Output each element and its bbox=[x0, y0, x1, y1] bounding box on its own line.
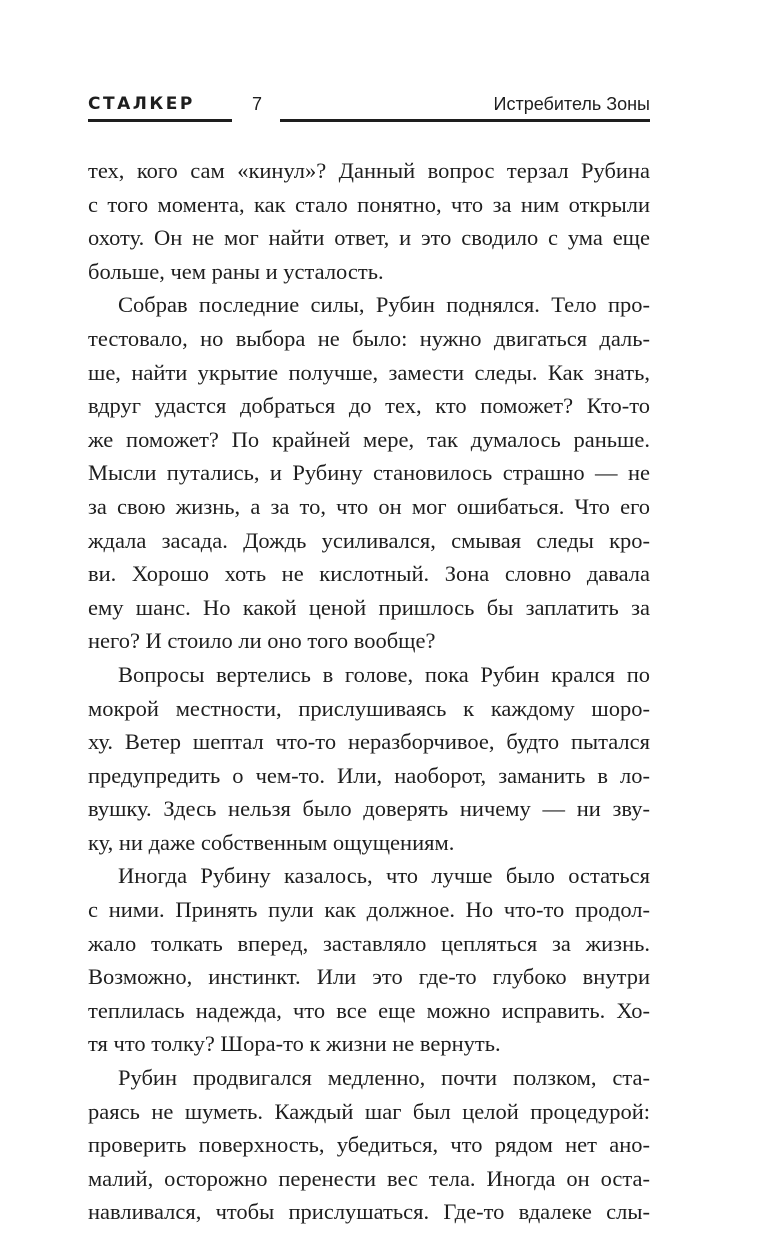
text-line: же поможет? По крайней мере, так думалось раньше. bbox=[88, 426, 650, 452]
text-line: раясь не шуметь. Каждый шаг был целой процедурой: bbox=[88, 1098, 650, 1124]
text-line: него? И стоило ли оно того вообще? bbox=[88, 628, 436, 654]
text-line: ку, ни даже собственным ощущениям. bbox=[88, 829, 455, 855]
text-line: теплилась надежда, что все еще можно исправить. Хо- bbox=[88, 997, 650, 1023]
text-line: Собрав последние силы, Рубин поднялся. Тело про- bbox=[118, 292, 650, 318]
text-line: Мысли путались, и Рубину становилось страшно — не bbox=[88, 460, 650, 486]
text-line: ждала засада. Дождь усиливался, смывая следы кро- bbox=[88, 527, 650, 553]
text-line: тех, кого сам «кинул»? Данный вопрос терзал Рубина bbox=[88, 158, 650, 183]
header-rule-left bbox=[88, 119, 232, 122]
text-line: проверить поверхность, убедиться, что рядом нет ано- bbox=[88, 1132, 650, 1158]
text-line: ему шанс. Но какой ценой пришлось бы заплатить за bbox=[88, 594, 650, 620]
page-number: 7 bbox=[252, 94, 263, 114]
text-line: Вопросы вертелись в голове, пока Рубин крался по bbox=[118, 661, 650, 687]
running-header bbox=[88, 92, 650, 122]
text-line: охоту. Он не мог найти ответ, и это сводило с ума еще bbox=[88, 225, 650, 251]
text-line: Иногда Рубину казалось, что лучше было остаться bbox=[118, 863, 650, 889]
text-line: тестовало, но выбора не было: нужно двигаться даль- bbox=[88, 325, 650, 351]
text-line: больше, чем раны и усталость. bbox=[88, 258, 384, 284]
text-line: предупредить о чем-то. Или, наоборот, заманить в ло- bbox=[88, 762, 650, 788]
text-line: навливался, чтобы прислушаться. Где-то вдалеке слы- bbox=[88, 1199, 650, 1225]
text-line: малий, осторожно перенести вес тела. Иногда он оста- bbox=[88, 1165, 650, 1191]
text-line: вушку. Здесь нельзя было доверять ничему — ни зву- bbox=[88, 796, 650, 822]
text-line: Рубин продвигался медленно, почти ползком, ста- bbox=[118, 1065, 650, 1091]
text-line: вдруг удастся добраться до тех, кто поможет? Кто-то bbox=[88, 393, 650, 419]
text-line: ху. Ветер шептал что-то неразборчивое, будто пытался bbox=[88, 729, 650, 755]
text-line: ви. Хорошо хоть не кислотный. Зона словно давала bbox=[88, 561, 650, 587]
text-line: тя что толку? Шора-то к жизни не вернуть. bbox=[88, 1031, 501, 1057]
book-title: Истребитель Зоны bbox=[493, 94, 650, 114]
text-line: за свою жизнь, а за то, что он мог ошибаться. Что его bbox=[88, 493, 650, 519]
text-line: Возможно, инстинкт. Или это где-то глубоко внутри bbox=[88, 964, 650, 990]
header-rule-right bbox=[280, 119, 650, 122]
text-line: жало толкать вперед, заставляло цепляться за жизнь. bbox=[88, 930, 650, 956]
text-line: с ними. Принять пули как должное. Но что-то продол- bbox=[88, 897, 650, 923]
text-line: ше, найти укрытие получше, замести следы. Как знать, bbox=[88, 359, 650, 385]
body-text bbox=[88, 154, 650, 1229]
text-line: мокрой местности, прислушиваясь к каждому шоро- bbox=[88, 695, 650, 721]
series-title: СТАЛКЕР bbox=[88, 94, 195, 114]
text-line: с того момента, как стало понятно, что за ним открыли bbox=[88, 191, 650, 217]
